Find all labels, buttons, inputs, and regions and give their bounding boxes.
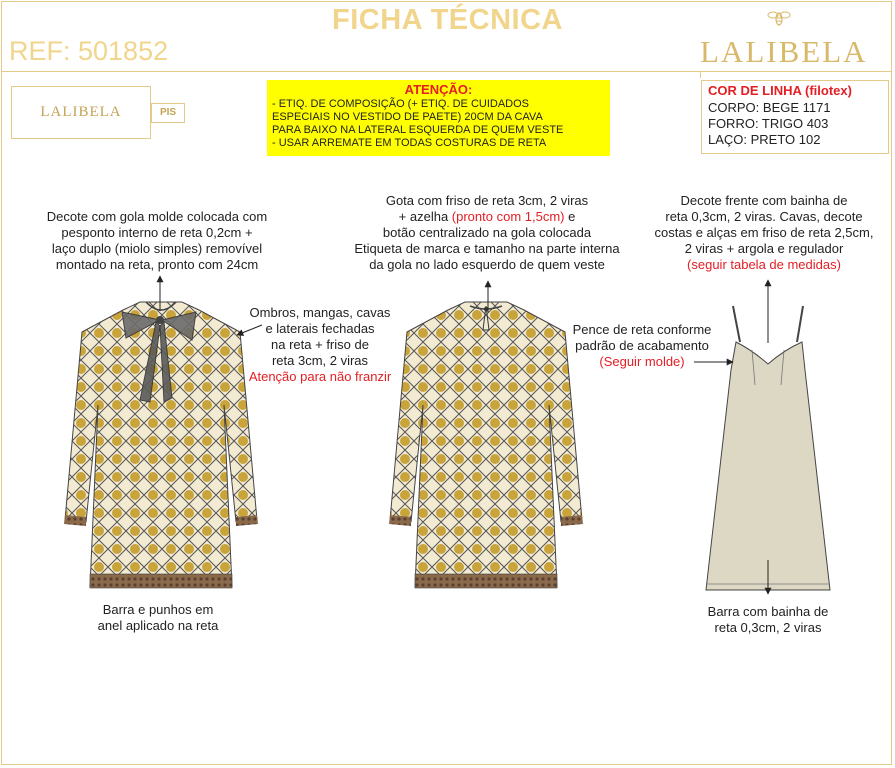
sheet-title: FICHA TÉCNICA [332, 4, 563, 36]
lining-slip-drawing [706, 306, 830, 590]
back-drop-note: Gota com friso de reta 3cm, 2 viras + azelha (pronto com 1,5cm) e botão centralizado na gola colocada Etiqueta de marca e tamanho na parte interna da gola no lado esquerdo de quem veste [354, 193, 620, 272]
attention-line: - USAR ARREMATE EM TODAS COSTURAS DE RETA [272, 137, 547, 149]
dart-note: Pence de reta conforme padrão de acabamento (Seguir molde) [560, 322, 724, 370]
front-hem-note: Barra e punhos em anel aplicado na reta [97, 602, 219, 633]
lining-hem-note: Barra com bainha de reta 0,3cm, 2 viras [707, 604, 829, 635]
front-dress-drawing [64, 302, 258, 588]
lining-warning: (seguir tabela de medidas) [687, 257, 841, 272]
shoulder-warning: Atenção para não franzir [248, 369, 392, 384]
brand-logo: LALIBELA [700, 34, 868, 69]
attention-line: - ETIQ. DE COMPOSIÇÃO (+ ETIQ. DE CUIDADOS [272, 98, 530, 110]
thread-color-line: FORRO: TRIGO 403 [708, 116, 829, 131]
reference-code: REF: 501852 [9, 36, 169, 66]
brand-label-text: LALIBELA [40, 104, 122, 120]
pis-label: PIS [151, 103, 185, 123]
dart-warning: (Seguir molde) [599, 354, 685, 369]
back-dress-drawing [389, 302, 583, 588]
shoulder-arrow [237, 325, 262, 335]
shoulder-seams-note: Ombros, mangas, cavas e laterais fechadas na reta + friso de reta 3cm, 2 viras Atenção para não franzir [236, 305, 404, 385]
thread-color-line: CORPO: BEGE 1171 [708, 100, 831, 115]
thread-color-line: LAÇO: PRETO 102 [708, 132, 821, 147]
attention-title: ATENÇÃO: [404, 82, 473, 97]
attention-line: PARA BAIXO NA LATERAL ESQUERDA DE QUEM VESTE [272, 124, 564, 136]
attention-line: ESPECIAIS NO VESTIDO DE PAETE) 20CM DA CAVA [272, 111, 543, 123]
thread-color-title: COR DE LINHA (filotex) [708, 83, 852, 98]
lining-neckline-note: Decote frente com bainha de reta 0,3cm, 2 viras. Cavas, decote costas e alças em friso de reta 2,5cm, 2 viras + argola e regulador (seguir tabela de medidas) [636, 193, 892, 273]
front-neckline-note: Decote com gola molde colocada com pesponto interno de reta 0,2cm + laço duplo (miolo simples) removível montado na reta, pronto com 24cm [46, 209, 268, 272]
